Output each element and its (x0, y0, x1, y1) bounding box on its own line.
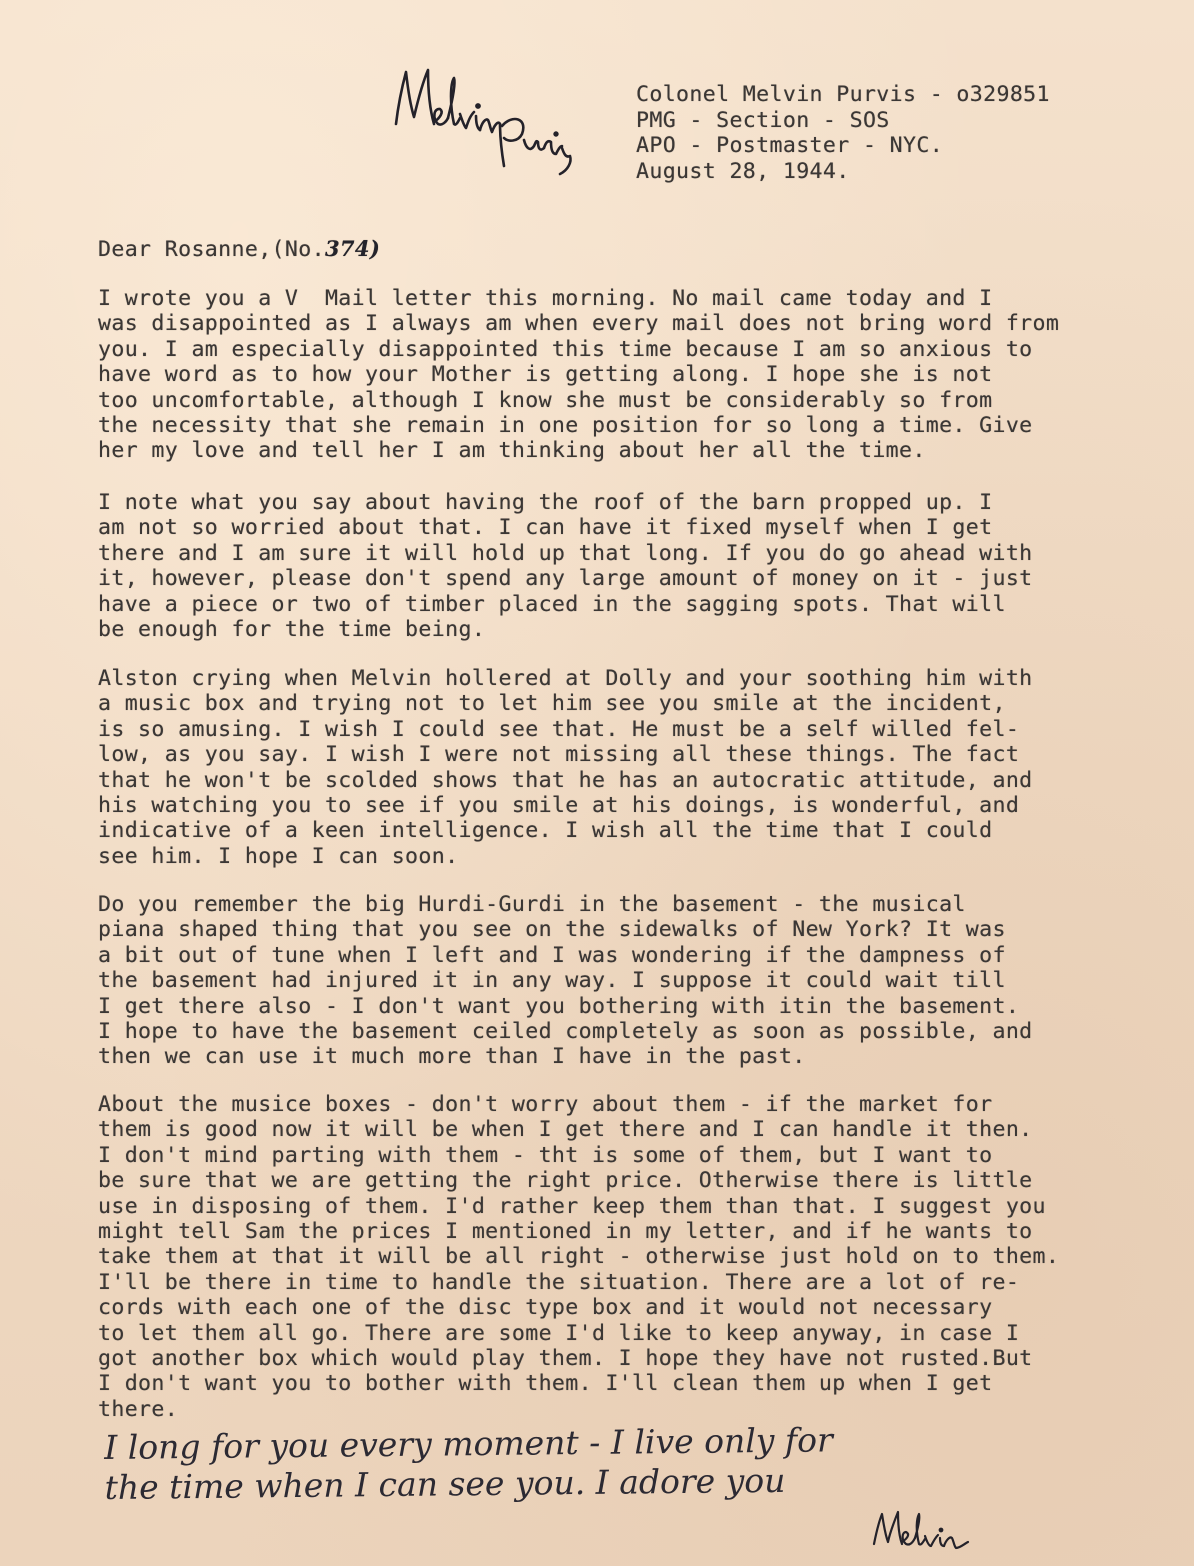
text-line: I'll be there in time to handle the situation. There are a lot of re- (98, 1269, 1020, 1295)
text-line: indicative of a keen intelligence. I wish all the time that I could (98, 818, 993, 844)
text-line: piana shaped thing that you see on the sidewalks of New York? It was (98, 917, 1006, 943)
text-line: be sure that we are getting the right price. Otherwise there is little (98, 1168, 1033, 1194)
text-line: you. I am especially disappointed this time because I am so anxious to (98, 336, 1033, 362)
text-line: low, as you say. I wish I were not missing all these things. The fact (98, 742, 1020, 768)
text-line: the basement had injured it in any way. I suppose it could wait till (98, 968, 1006, 994)
text-line: his watching you to see if you smile at his doings, is wonderful, and (98, 793, 1020, 819)
text-line: to let them all go. There are some I'd like to keep anyway, in case I (98, 1320, 1020, 1346)
text-line: there. (98, 1396, 179, 1422)
text-line: got another box which would play them. I hope they have not rusted.But (98, 1346, 1033, 1372)
text-line: then we can use it much more than I have in the past. (98, 1044, 806, 1070)
text-line: too uncomfortable, although I know she must be considerably so from (98, 387, 993, 413)
salutation (98, 236, 380, 262)
text-line: have a piece or two of timber placed in the sagging spots. That will (98, 591, 1006, 617)
text-line: I wrote you a V Mail letter this morning. No mail came today and I (98, 286, 993, 311)
paragraph-3 (98, 666, 1178, 869)
salutation-text: Dear Rosanne,(No. (98, 237, 325, 262)
text-line: take them at that it will be all right - otherwise just hold on to them. (98, 1244, 1060, 1270)
text-line: Do you remember the big Hurdi-Gurdi in the basement - the musical (98, 892, 966, 917)
letter-number: 374) (324, 236, 381, 261)
closing-line: I long for you every moment - I live only for (104, 1420, 833, 1467)
paragraph-1 (98, 286, 1178, 464)
text-line: I hope to have the basement ceiled completely as soon as possible, and (98, 1019, 1033, 1045)
text-line: the necessity that she remain in one position for so long a time. Give (98, 413, 1033, 439)
paragraph-4 (98, 892, 1178, 1070)
text-line: I note what you say about having the roof of the barn propped up. I (98, 490, 993, 515)
header-block (636, 82, 1050, 184)
header-section: PMG - Section - SOS (636, 107, 890, 133)
text-line: be enough for the time being. (98, 617, 486, 643)
text-line: them is good now it will be when I get there and I can handle it then. (98, 1117, 1033, 1143)
handwritten-signature-image (388, 62, 578, 187)
text-line: was disappointed as I always am when every mail does not bring word from (98, 311, 1060, 337)
text-line: might tell Sam the prices I mentioned in my letter, and if he wants to (98, 1219, 1033, 1245)
text-line: am not so worried about that. I can have it fixed myself when I get (98, 515, 993, 541)
text-line: cords with each one of the disc type box and it would not necessary (98, 1295, 993, 1321)
text-line: is so amusing. I wish I could see that. He must be a self willed fel- (98, 716, 1020, 742)
text-line: a bit out of tune when I left and I was wondering if the dampness of (98, 942, 1006, 968)
text-line: that he won't be scolded shows that he has an autocratic attitude, and (98, 767, 1033, 793)
text-line: I don't mind parting with them - tht is some of them, but I want to (98, 1142, 993, 1168)
paragraph-2 (98, 490, 1178, 642)
text-line: there and I am sure it will hold up that long. If you do go ahead with (98, 540, 1033, 566)
header-address: APO - Postmaster - NYC. (636, 133, 944, 158)
text-line: I don't want you to bother with them. I'll clean them up when I get (98, 1371, 993, 1397)
paragraph-5 (98, 1092, 1178, 1422)
text-line: have word as to how your Mother is getting along. I hope she is not (98, 362, 993, 388)
handwritten-signature-image (868, 1504, 988, 1566)
text-line: her my love and tell her I am thinking about her all the time. (98, 438, 926, 464)
header-signature (388, 62, 578, 187)
text-line: see him. I hope I can soon. (98, 843, 459, 869)
text-line: I get there also - I don't want you bothering with itin the basement. (98, 993, 1020, 1019)
handwritten-closing (104, 1418, 1105, 1508)
closing-line: the time when I can see you. I adore you (104, 1460, 786, 1507)
text-line: it, however, please don't spend any large amount of money on it - just (98, 566, 1033, 592)
text-line: About the musice boxes - don't worry about them - if the market for (98, 1092, 993, 1117)
text-line: Alston crying when Melvin hollered at Dolly and your soothing him with (98, 666, 1033, 691)
text-line: a music box and trying not to let him see you smile at the incident, (98, 691, 1006, 717)
header-date: August 28, 1944. (636, 158, 850, 184)
text-line: use in disposing of them. I'd rather keep them than that. I suggest you (98, 1193, 1046, 1219)
closing-signature (868, 1504, 988, 1566)
header-rank-name: Colonel Melvin Purvis - o329851 (636, 82, 1050, 107)
